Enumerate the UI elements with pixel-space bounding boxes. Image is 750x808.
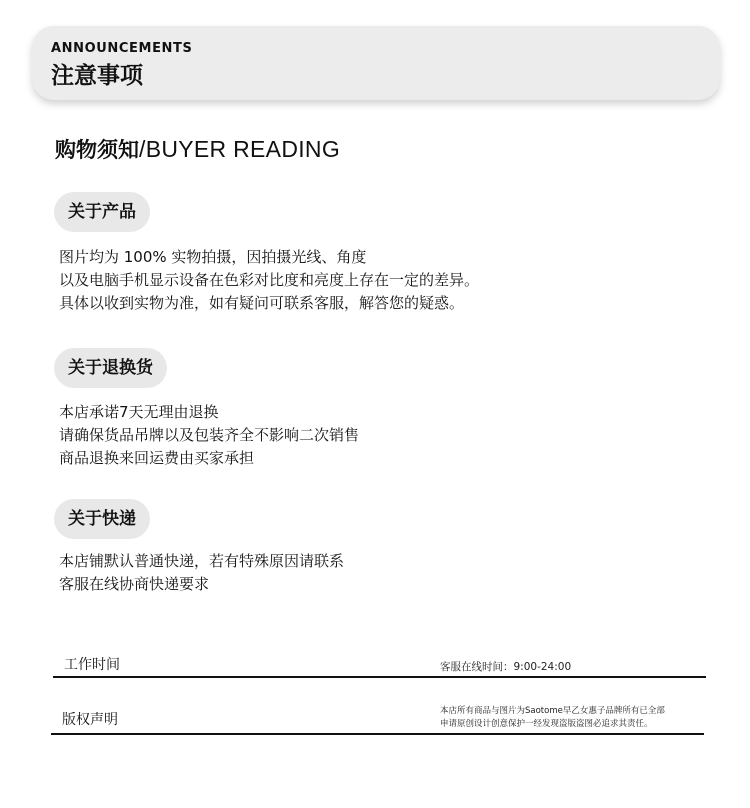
body-line: 请确保货品吊牌以及包装齐全不影响二次销售 <box>59 426 360 444</box>
page-title <box>55 134 340 164</box>
divider <box>53 676 706 678</box>
page-title-cn: 购物须知 <box>55 138 139 162</box>
body-line: 本店铺默认普通快递，若有特殊原因请联系 <box>59 552 345 570</box>
banner-title-cn: 注意事项 <box>51 63 143 89</box>
section-heading-returns: 关于退换货 <box>54 348 167 388</box>
divider <box>51 733 704 735</box>
announcements-banner <box>32 26 720 100</box>
body-line: 本店承诺7天无理由退换 <box>59 403 219 421</box>
copyright-line: 申请原创设计创意保护一经发现盗版盗图必追求其责任。 <box>440 719 653 729</box>
banner-title-en: ANNOUNCEMENTS <box>51 41 193 56</box>
section-heading-delivery: 关于快递 <box>54 499 150 539</box>
page-title-en: /BUYER READING <box>139 136 341 162</box>
section-body-delivery <box>59 550 344 596</box>
section-body-product <box>59 246 479 315</box>
body-line: 图片均为 100% 实物拍摄，因拍摄光线、角度 <box>59 248 367 266</box>
section-body-returns <box>59 401 359 470</box>
work-time-label: 工作时间 <box>64 657 120 673</box>
body-line: 客服在线协商快递要求 <box>59 575 210 593</box>
body-line: 以及电脑手机显示设备在色彩对比度和亮度上存在一定的差异。 <box>59 271 480 289</box>
body-line: 具体以收到实物为准，如有疑问可联系客服，解答您的疑惑。 <box>59 294 465 312</box>
copyright-line: 本店所有商品与图片为Saotome早乙女惠子品牌所有已全部 <box>440 706 665 716</box>
work-time-value: 客服在线时间：9:00-24:00 <box>440 661 572 673</box>
copyright-label: 版权声明 <box>62 712 118 728</box>
body-line: 商品退换来回运费由买家承担 <box>59 449 255 467</box>
copyright-text <box>440 705 665 731</box>
section-heading-product: 关于产品 <box>54 192 150 232</box>
